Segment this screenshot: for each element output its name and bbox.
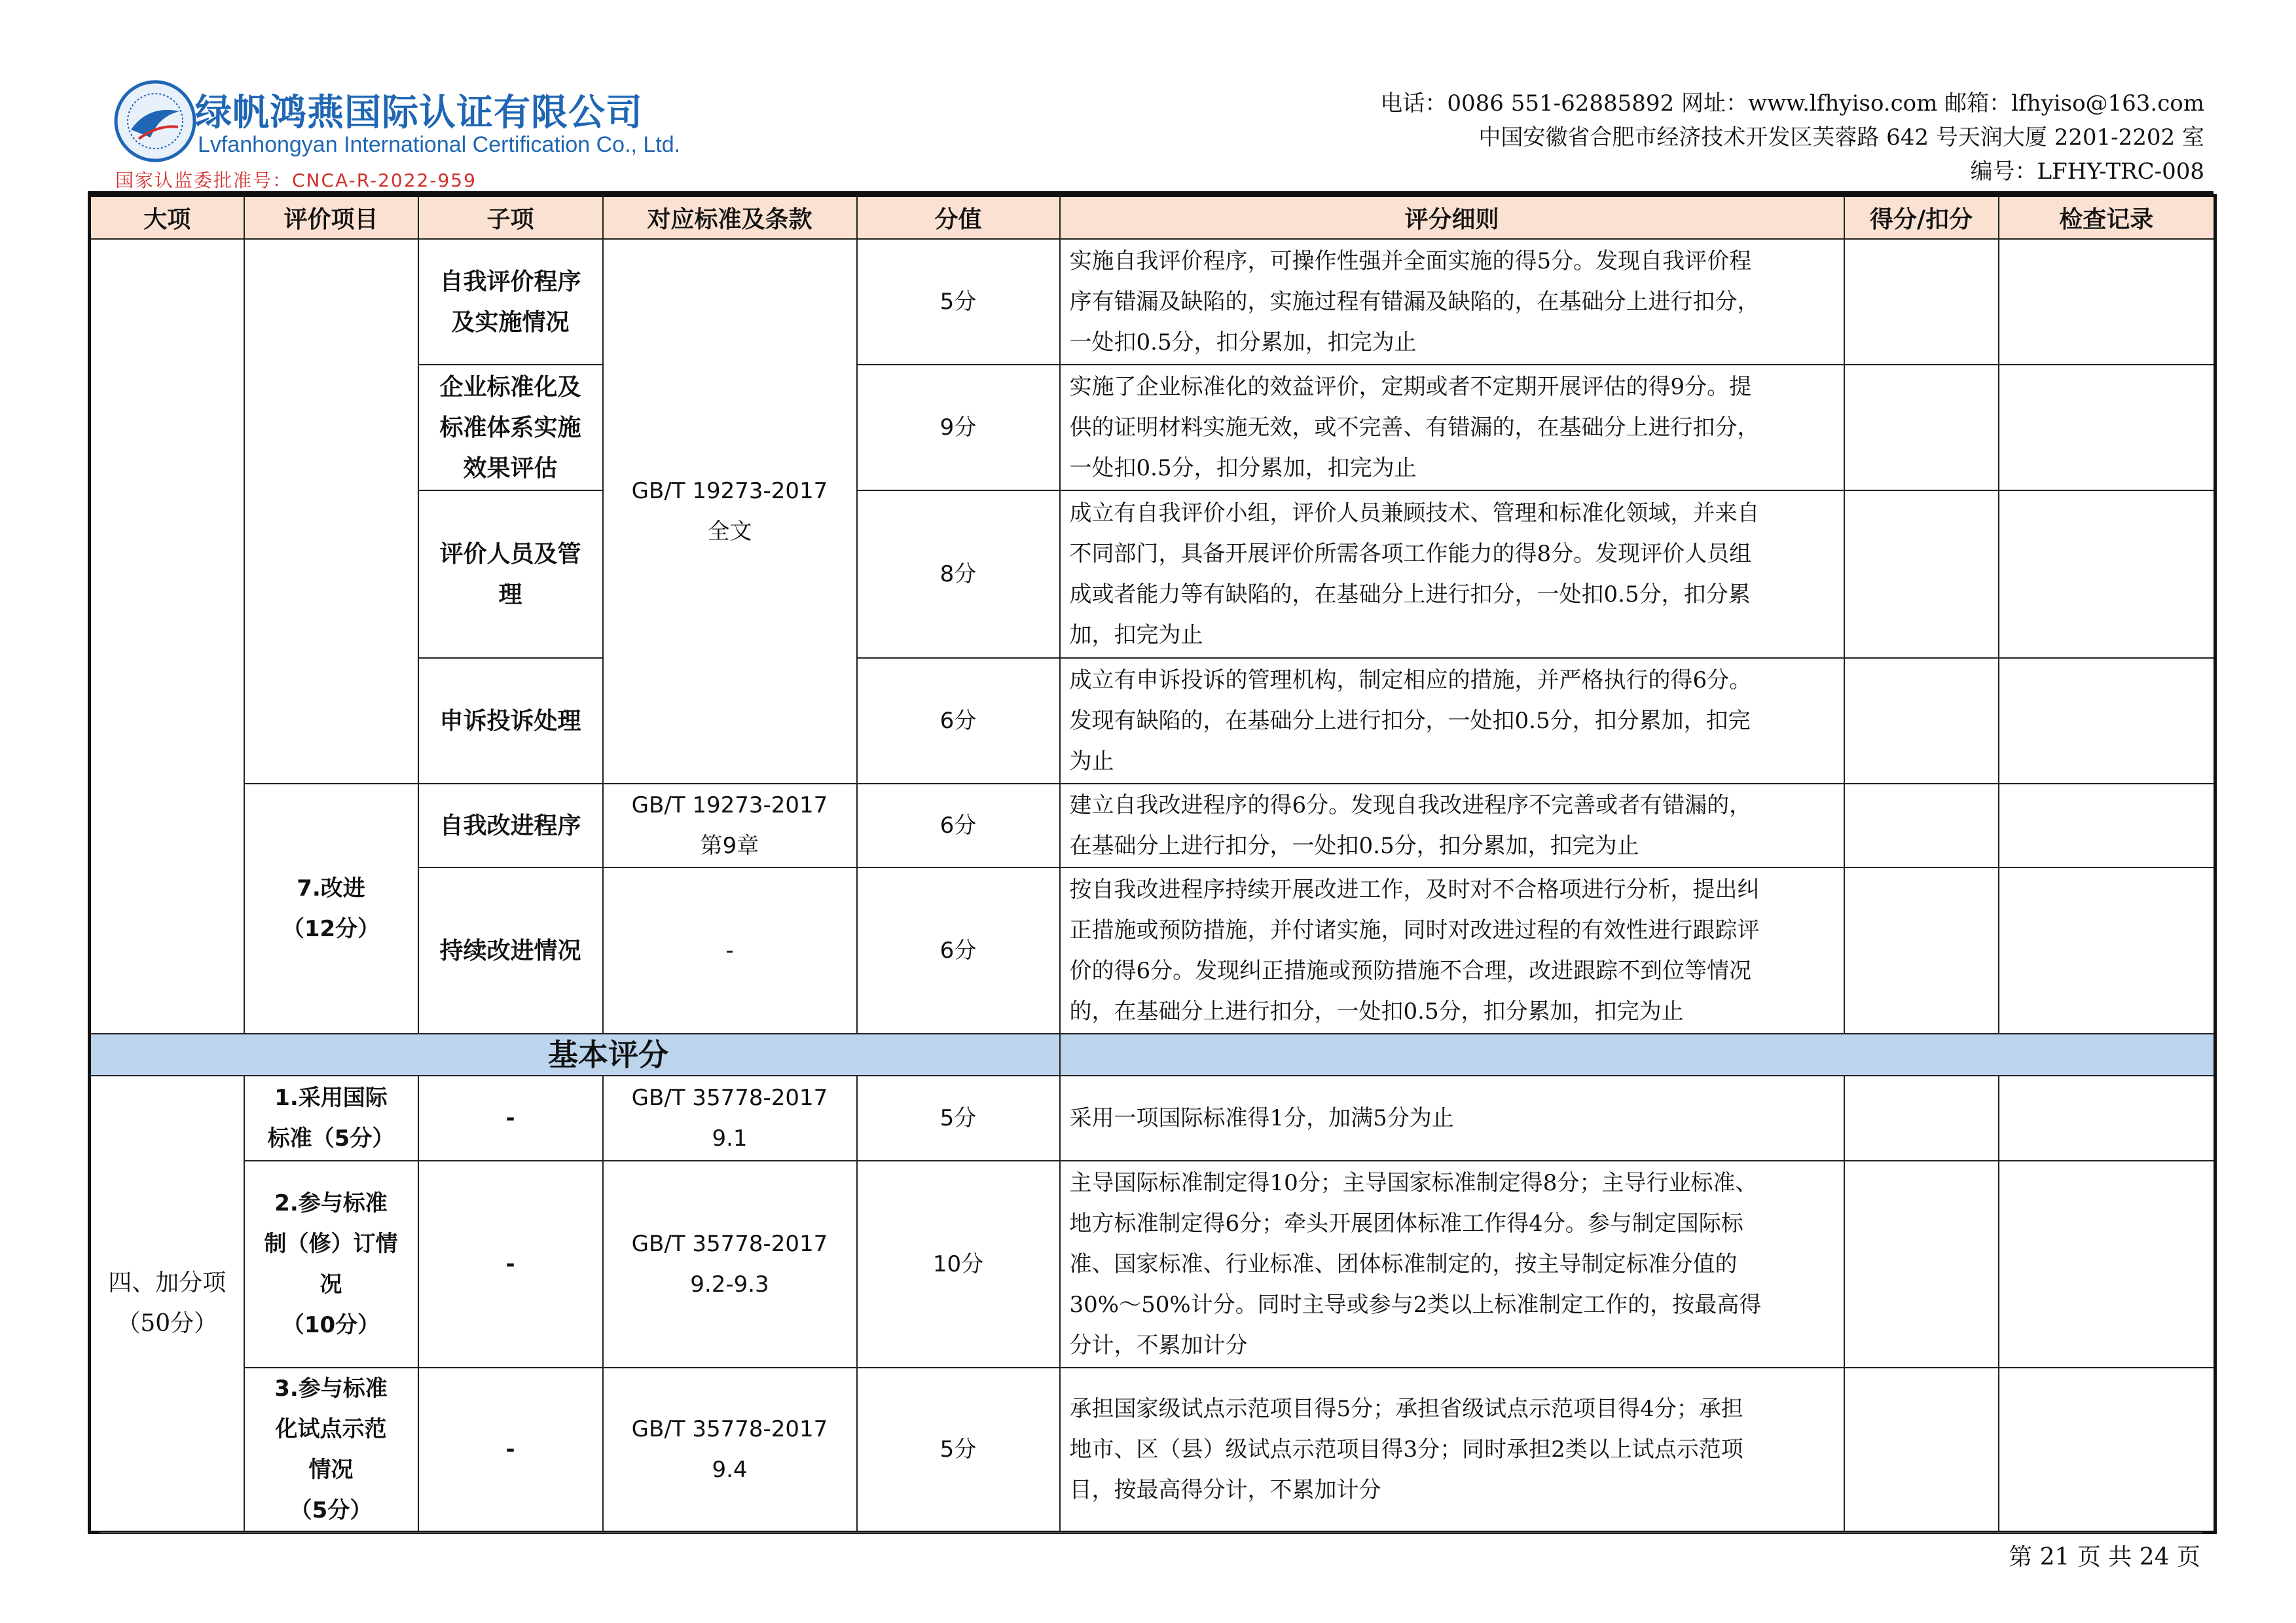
sub-item-cell: 企业标准化及 标准体系实施 效果评估 — [418, 365, 603, 490]
col-header: 大项 — [90, 196, 244, 239]
category-cell — [90, 239, 244, 1034]
sub-item-cell: 自我评价程序 及实施情况 — [418, 239, 603, 365]
footer-rule — [100, 1532, 2202, 1533]
sub-item-cell: - — [418, 1161, 603, 1368]
sub-item-cell: - — [418, 1368, 603, 1533]
detail-cell: 成立有自我评价小组，评价人员兼顾技术、管理和标准化领域，并来自 不同部门，具备开展评价所需各项工作能力的得8分。发现评价人员组 成或者能力等有缺陷的，在基础分上进行扣分，一处扣0.5分，扣分累 加，扣完为止 — [1060, 490, 1844, 658]
section-band — [90, 1034, 2215, 1076]
score-input-cell[interactable] — [1844, 658, 1999, 784]
table-row — [90, 239, 2215, 365]
sub-item-cell: 申诉投诉处理 — [418, 658, 603, 784]
standard-cell: - — [603, 867, 857, 1034]
standard-cell: GB/T 35778-2017 9.1 — [603, 1076, 857, 1161]
address-line: 中国安徽省合肥市经济技术开发区芙蓉路 642 号天润大厦 2201-2202 室 — [1478, 124, 2204, 151]
item-cell: 1.采用国际 标准（5分） — [244, 1076, 418, 1161]
record-input-cell[interactable] — [1999, 365, 2215, 490]
score-input-cell[interactable] — [1844, 1076, 1999, 1161]
page-number: 第 21 页 共 24 页 — [2009, 1544, 2200, 1571]
score-input-cell[interactable] — [1844, 239, 1999, 365]
detail-cell: 实施自我评价程序，可操作性强并全面实施的得5分。发现自我评价程 序有错漏及缺陷的，实施过程有错漏及缺陷的，在基础分上进行扣分， 一处扣0.5分，扣分累加，扣完为止 — [1060, 239, 1844, 365]
score-cell: 5分 — [857, 1076, 1060, 1161]
table-row — [90, 784, 2215, 867]
col-header: 子项 — [418, 196, 603, 239]
record-input-cell[interactable] — [1999, 239, 2215, 365]
item-cell: 2.参与标准 制（修）订情 况 （10分） — [244, 1161, 418, 1368]
evaluation-table — [88, 194, 2217, 1534]
contact-block — [1380, 86, 2204, 189]
col-header: 评价项目 — [244, 196, 418, 239]
record-input-cell[interactable] — [1999, 784, 2215, 867]
company-emblem-icon — [113, 79, 198, 164]
score-cell: 10分 — [857, 1161, 1060, 1368]
record-input-cell[interactable] — [1999, 658, 2215, 784]
record-input-cell[interactable] — [1999, 1076, 2215, 1161]
detail-cell: 采用一项国际标准得1分，加满5分为止 — [1060, 1076, 1844, 1161]
score-cell: 5分 — [857, 239, 1060, 365]
section-band-blank — [1060, 1034, 2215, 1076]
table-header-row — [90, 196, 2215, 239]
company-name-en: Lvfanhongyan International Certification Co., Ltd. — [198, 132, 681, 157]
company-name-cn: 绿帆鸿燕国际认证有限公司 — [195, 92, 643, 134]
table-row — [90, 1161, 2215, 1368]
score-input-cell[interactable] — [1844, 1161, 1999, 1368]
score-input-cell[interactable] — [1844, 867, 1999, 1034]
detail-cell: 成立有申诉投诉的管理机构，制定相应的措施，并严格执行的得6分。 发现有缺陷的，在基础分上进行扣分，一处扣0.5分，扣分累加，扣完 为止 — [1060, 658, 1844, 784]
record-input-cell[interactable] — [1999, 1368, 2215, 1533]
score-cell: 9分 — [857, 365, 1060, 490]
contact-line: 电话：0086 551-62885892 网址：www.lfhyiso.com 邮箱：lfhyiso@163.com — [1380, 90, 2204, 117]
col-header: 评分细则 — [1060, 196, 1844, 239]
sub-item-cell: 持续改进情况 — [418, 867, 603, 1034]
section-band-title: 基本评分 — [90, 1034, 1060, 1076]
sub-item-cell: - — [418, 1076, 603, 1161]
detail-cell: 建立自我改进程序的得6分。发现自我改进程序不完善或者有错漏的， 在基础分上进行扣分，一处扣0.5分，扣分累加，扣完为止 — [1060, 784, 1844, 867]
standard-cell: GB/T 19273-2017 全文 — [603, 239, 857, 784]
standard-cell: GB/T 35778-2017 9.4 — [603, 1368, 857, 1533]
record-input-cell[interactable] — [1999, 490, 2215, 658]
document-number: 编号：LFHY-TRC-008 — [1970, 158, 2204, 185]
item-cell — [244, 239, 418, 784]
score-input-cell[interactable] — [1844, 784, 1999, 867]
table-row — [90, 1368, 2215, 1533]
score-cell: 6分 — [857, 784, 1060, 867]
record-input-cell[interactable] — [1999, 867, 2215, 1034]
score-input-cell[interactable] — [1844, 1368, 1999, 1533]
category-cell: 四、加分项 （50分） — [90, 1076, 244, 1533]
detail-cell: 实施了企业标准化的效益评价，定期或者不定期开展评估的得9分。提 供的证明材料实施无效，或不完善、有错漏的，在基础分上进行扣分， 一处扣0.5分，扣分累加，扣完为止 — [1060, 365, 1844, 490]
table-row — [90, 1076, 2215, 1161]
record-input-cell[interactable] — [1999, 1161, 2215, 1368]
detail-cell: 按自我改进程序持续开展改进工作，及时对不合格项进行分析，提出纠 正措施或预防措施，并付诸实施，同时对改进过程的有效性进行跟踪评 价的得6分。发现纠正措施或预防措施不合理，改进跟踪不到位等情况 的，在基础分上进行扣分，一处扣0.5分，扣分累加，扣完为止 — [1060, 867, 1844, 1034]
standard-cell: GB/T 35778-2017 9.2-9.3 — [603, 1161, 857, 1368]
score-cell: 8分 — [857, 490, 1060, 658]
score-cell: 6分 — [857, 658, 1060, 784]
score-input-cell[interactable] — [1844, 365, 1999, 490]
col-header: 得分/扣分 — [1844, 196, 1999, 239]
standard-cell: GB/T 19273-2017 第9章 — [603, 784, 857, 867]
col-header: 分值 — [857, 196, 1060, 239]
score-cell: 6分 — [857, 867, 1060, 1034]
sub-item-cell: 自我改进程序 — [418, 784, 603, 867]
item-cell: 3.参与标准 化试点示范 情况 （5分） — [244, 1368, 418, 1533]
score-input-cell[interactable] — [1844, 490, 1999, 658]
item-cell: 7.改进 （12分） — [244, 784, 418, 1034]
col-header: 对应标准及条款 — [603, 196, 857, 239]
col-header: 检查记录 — [1999, 196, 2215, 239]
score-cell: 5分 — [857, 1368, 1060, 1533]
sub-item-cell: 评价人员及管 理 — [418, 490, 603, 658]
approval-number: 国家认监委批准号：CNCA-R-2022-959 — [115, 170, 477, 191]
company-logo — [113, 79, 681, 191]
detail-cell: 主导国际标准制定得10分；主导国家标准制定得8分；主导行业标准、 地方标准制定得6分；牵头开展团体标准工作得4分。参与制定国际标 准、国家标准、行业标准、团体标准制定的，按主导制定标准分值的 30%～50%计分。同时主导或参与2类以上标准制定工作的，按最高得 分计，不累加计分 — [1060, 1161, 1844, 1368]
detail-cell: 承担国家级试点示范项目得5分；承担省级试点示范项目得4分；承担 地市、区（县）级试点示范项目得3分；同时承担2类以上试点示范项 目，按最高得分计，不累加计分 — [1060, 1368, 1844, 1533]
